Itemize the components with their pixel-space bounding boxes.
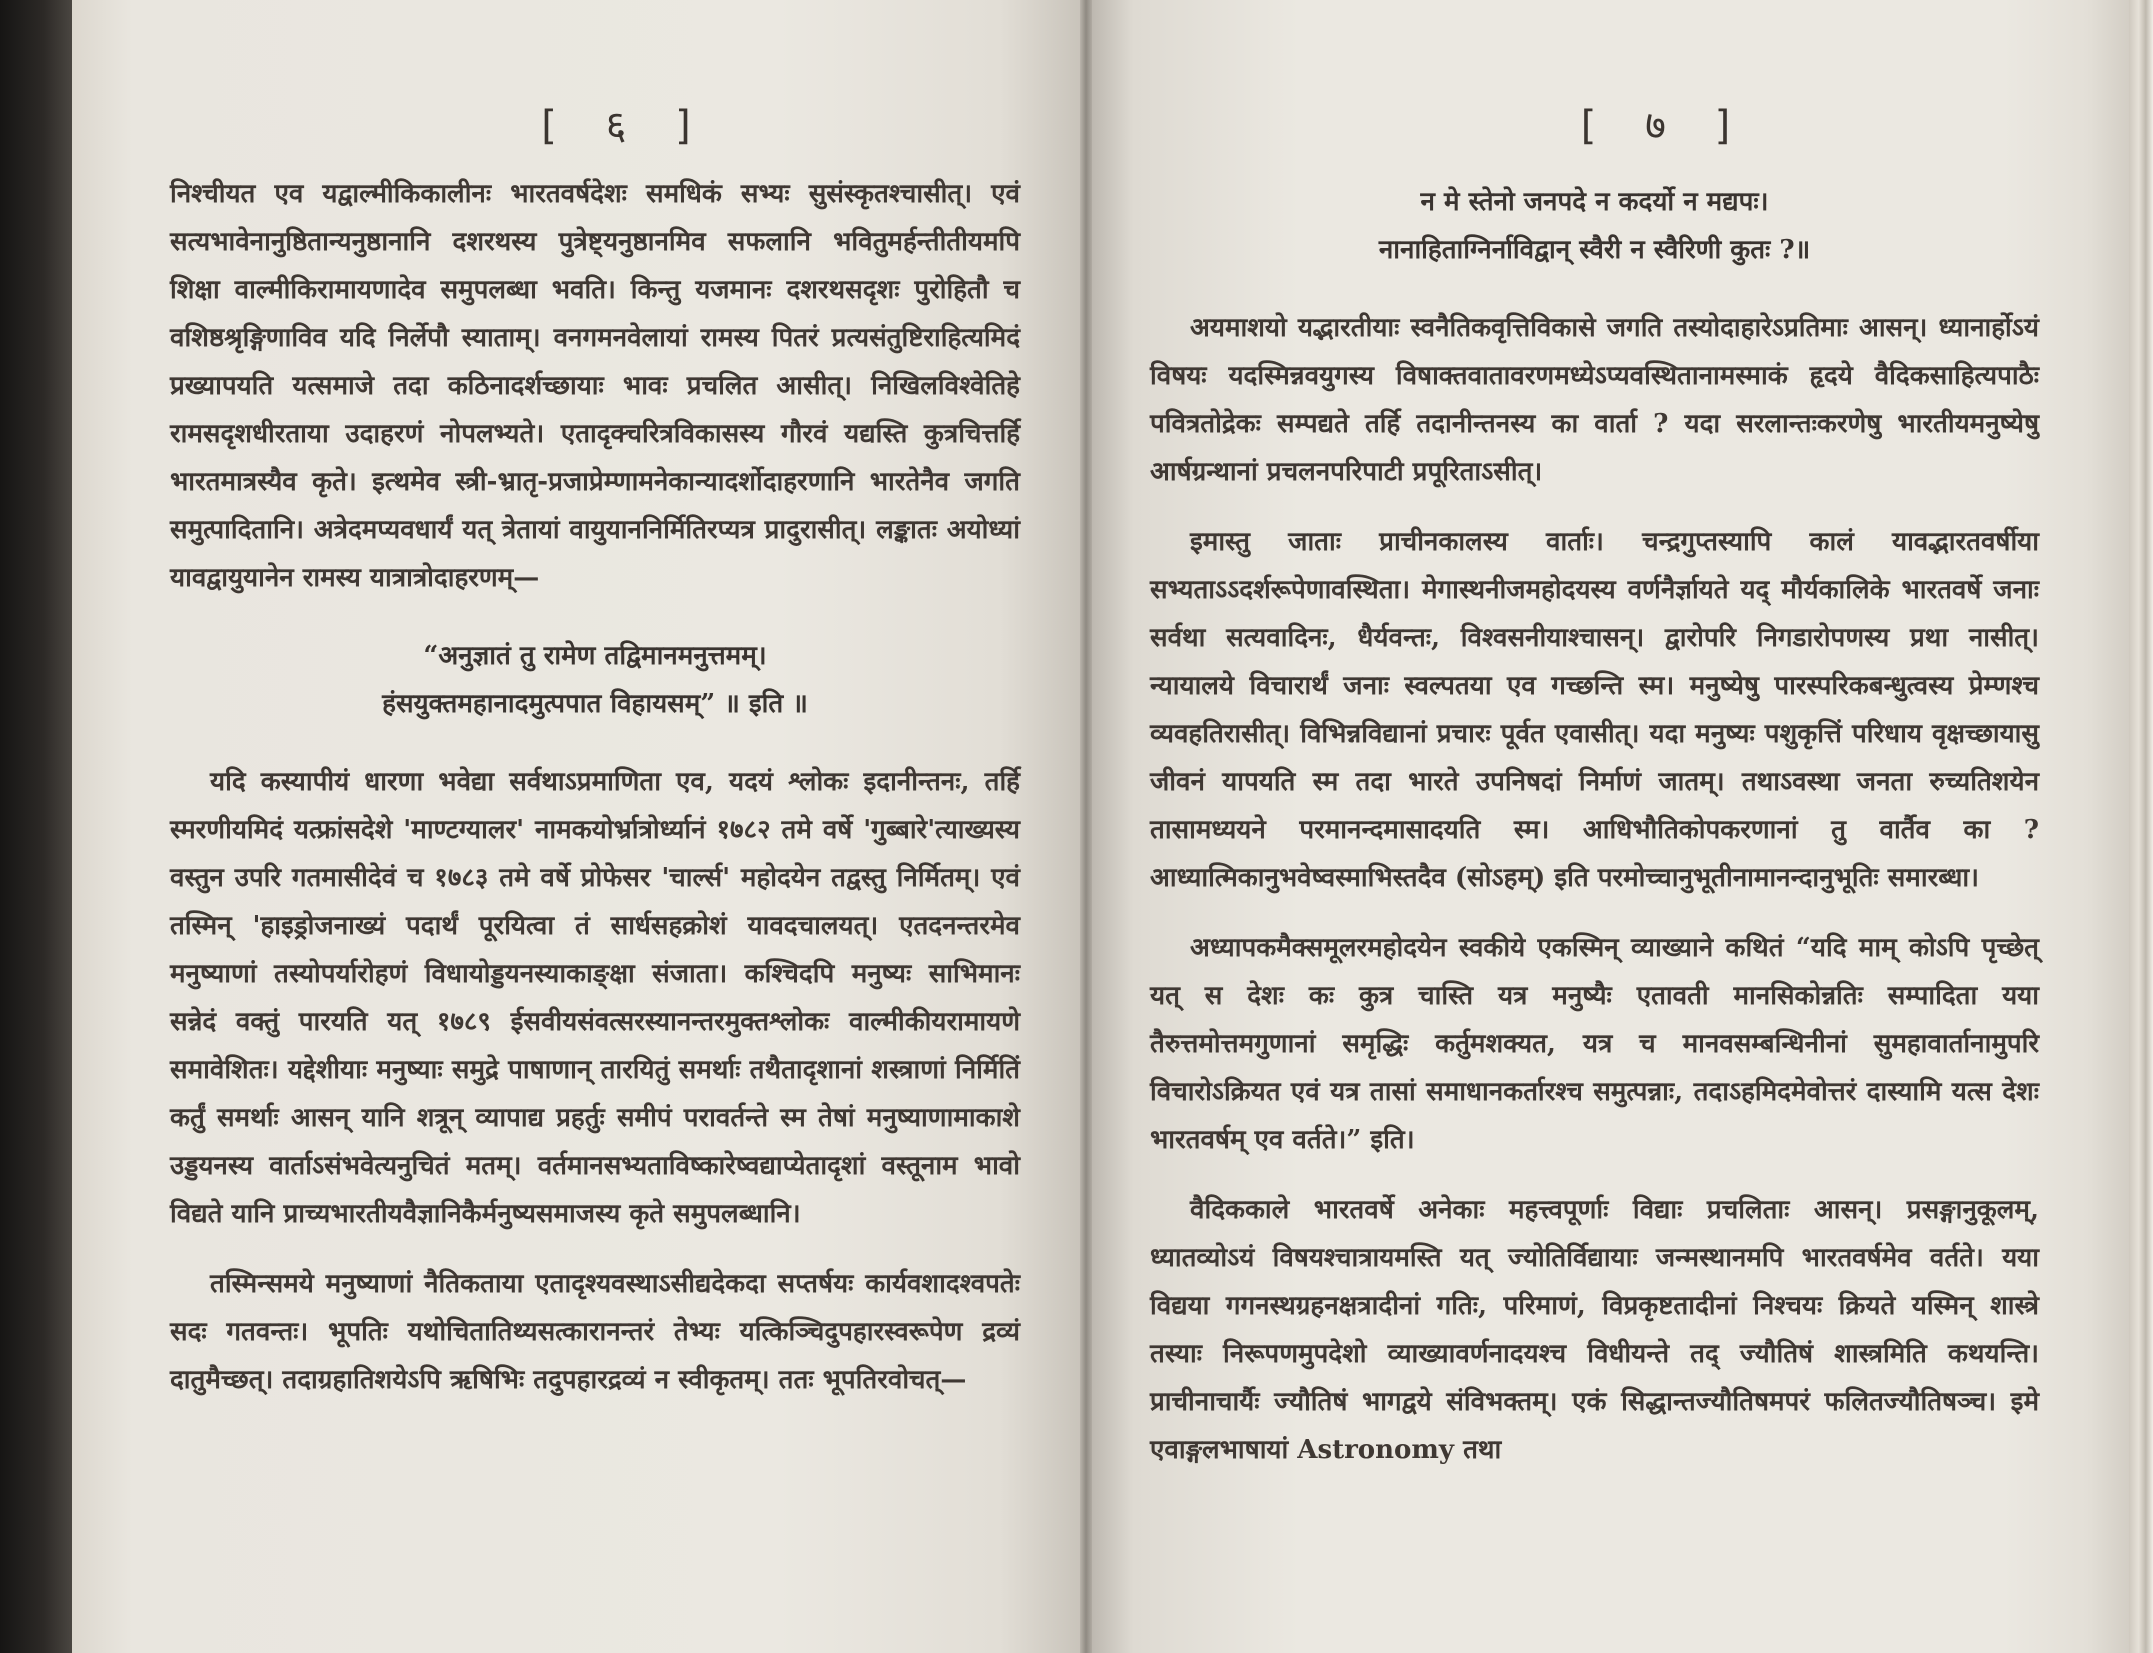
right-paragraph-2: इमास्तु जाताः प्राचीनकालस्य वार्ताः। चन्द्रगुप्तस्यापि कालं यावद्भारतवर्षीया सभ्यताऽऽदर्शरूपेणावस्थिता। मेगास्थनीजमहोदयस्य वर्णनैर्ज्ञायते यद् मौर्यकालिके भारतवर्षे जनाः सर्वथा सत्यवादिनः, धैर्यवन्तः, विश्वसनीयाश्चासन्। द्वारोपरि निगडारोपणस्य प्रथा नासीत्। न्यायालये विचारार्थं जनाः स्वल्पतया एव गच्छन्ति स्म। मनुष्येषु पारस्परिकबन्धुत्वस्य प्रेम्णश्च व्यवहतिरासीत्। विभिन्नविद्यानां प्रचारः पूर्वत एवासीत्। यदा मनुष्यः पशुकृत्तिं परिधाय वृक्षच्छायासु जीवनं यापयति स्म तदा भारते उपनिषदां निर्माणं जातम्। तथाऽवस्था जनता रुच्यतिशयेन तासामध्ययने परमानन्दमासादयति स्म। आधिभौतिकोपकरणानां तु वार्तैव का ? आध्यात्मिकानुभवेष्वस्माभिस्तदैव (सोऽहम्) इति परमोच्चानुभूतीनामानन्दानुभूतिः समारब्धा।: [1150, 527, 2039, 893]
left-paragraph-3: तस्मिन्समये मनुष्याणां नैतिकताया एतादृश्यवस्थाऽसीद्यदेकदा सप्तर्षयः कार्यवशादश्वपतेः सदः गतवन्तः। भूपतिः यथोचितातिथ्यसत्कारानन्तरं तेभ्यः यत्किञ्चिदुपहारस्वरूपेण द्रव्यं दातुमैच्छत्। तदाग्रहातिशयेऽपि ऋषिभिः तदुपहारद्रव्यं न स्वीकृतम्। ततः भूपतिरवोचत्—: [170, 1269, 1020, 1395]
right-paragraph-4: वैदिककाले भारतवर्षे अनेकाः महत्त्वपूर्णाः विद्याः प्रचलिताः आसन्। प्रसङ्गानुकूलम्, ध्यातव्योऽयं विषयश्चात्रायमस्ति यत् ज्योतिर्विद्यायाः जन्मस्थानमपि भारतवर्षमेव वर्तते। यया विद्यया गगनस्थग्रहनक्षत्रादीनां गतिः, परिमाणं, विप्रकृष्टतादीनां निश्चयः क्रियते यस्मिन् शास्त्रे तस्याः निरूपणमुपदेशो व्याख्यावर्णनादयश्च विधीयन्ते तद् ज्यौतिषं शास्त्रमिति कथयन्ति। प्राचीनाचार्यैः ज्यौतिषं भागद्वये संविभक्तम्। एकं सिद्धान्तज्यौतिषमपरं फलितज्यौतिषञ्च। इमे एवाङ्गलभाषायां Astronomy तथा: [1150, 1195, 2039, 1465]
left-paragraph-2: यदि कस्यापीयं धारणा भवेद्या सर्वथाऽप्रमाणिता एव, यदयं श्लोकः इदानीन्तनः, तर्हि स्मरणीयमिदं यत्फ्रांसदेशे 'माण्टग्यालर' नामकयोर्भ्रात्रोर्ध्यानं १७८२ तमे वर्षे 'गुब्बारे'त्याख्यस्य वस्तुन उपरि गतमासीदेवं च १७८३ तमे वर्षे प्रोफेसर 'चार्ल्स' महोदयेन तद्वस्तु निर्मितम्। एवं तस्मिन् 'हाइड्रोजनाख्यं पदार्थं पूरयित्वा तं सार्धसहक्रोशं यावदचालयत्। एतदनन्तरमेव मनुष्याणां तस्योपर्यारोहणं विधायोड्डयनस्याकाङ्क्षा संजाता। कश्चिदपि मनुष्यः साभिमानः सन्नेदं वक्तुं पारयति यत् १७८९ ईसवीयसंवत्सरस्यानन्तरमुक्तश्लोकः वाल्मीकीयरामायणे समावेशितः। यद्देशीयाः मनुष्याः समुद्रे पाषाणान् तारयितुं समर्थाः तथैतादृशानां शस्त्राणां निर्मितिं कर्तुं समर्थाः आसन् यानि शत्रून् व्यापाद्य प्रहर्तुः समीपं परावर्तन्ते स्म तेषां मनुष्याणामाकाशे उड्डयनस्य वार्ताऽसंभवेत्यनुचितं मतम्। वर्तमानसभ्यताविष्कारेष्वद्याप्येतादृशां वस्तूनाम भावो विद्यते यानि प्राच्यभारतीयवैज्ञानिकैर्मनुष्यसमाजस्य कृते समुपलब्धानि।: [170, 767, 1020, 1229]
right-verse-line-2: नानाहिताग्निर्नाविद्वान् स्वैरी न स्वैरिणी कुतः ?॥: [1378, 235, 1811, 265]
left-paragraph-1: निश्चीयत एव यद्वाल्मीकिकालीनः भारतवर्षदेशः समधिकं सभ्यः सुसंस्कृतश्चासीत्। एवं सत्यभावेनानुष्ठितान्यनुष्ठानानि दशरथस्य पुत्रेष्ट्यनुष्ठानमिव सफलानि भवितुमर्हन्तीतीयमपि शिक्षा वाल्मीकिरामायणादेव समुपलब्धा भवति। किन्तु यजमानः दशरथसदृशः पुरोहितौ च वशिष्ठश्रृङ्गिणाविव यदि निर्लेपौ स्याताम्। वनगमनवेलायां रामस्य पितरं प्रत्यसंतुष्टिराहित्यमिदं प्रख्यापयति यत्समाजे तदा कठिनादर्शच्छायाः भावः प्रचलित आसीत्। निखिलविश्वेतिहे रामसदृशधीरताया उदाहरणं नोपलभ्यते। एतादृक्चरित्रविकासस्य गौरवं यद्यस्ति कुत्रचित्तर्हि भारतमात्रस्यैव कृते। इत्थमेव स्त्री-भ्रातृ-प्रजाप्रेम्णामनेकान्यादर्शोदाहरणानि भारतेनैव जगति समुत्पादितानि। अत्रेदमप्यवधार्यं यत् त्रेतायां वायुयाननिर्मितिरप्यत्र प्रादुरासीत्। लङ्कातः अयोध्यां यावद्वायुयानेन रामस्य यात्रात्रोदाहरणम्—: [170, 179, 1020, 593]
right-paragraph-1: अयमाशयो यद्भारतीयाः स्वनैतिकवृत्तिविकासे जगति तस्योदाहारेऽप्रतिमाः आसन्। ध्यानार्होऽयं विषयः यदस्मिन्नवयुगस्य विषाक्तवातावरणमध्येऽप्यवस्थितानामस्माकं हृदये वैदिकसाहित्यपाठैः पवित्रतोद्रेकः सम्पद्यते तर्हि तदानीन्तनस्य का वार्ता ? यदा सरलान्तःकरणेषु भारतीयमनुष्येषु आर्षग्रन्थानां प्रचलनपरिपाटी प्रपूरिताऽसीत्।: [1150, 313, 2039, 487]
right-paragraph-3: अध्यापकमैक्समूलरमहोदयेन स्वकीये एकस्मिन् व्याख्याने कथितं “यदि माम् कोऽपि पृच्छेत् यत् स देशः कः कुत्र चास्ति यत्र मनुष्यैः एतावती मानसिकोन्नतिः सम्पादिता यया तैरुत्तमोत्तमगुणानां समृद्धिः कर्तुमशक्यत, यत्र च मानवसम्बन्धिनीनां सुमहावार्तानामुपरि विचारोऽक्रियत एवं यत्र तासां समाधानकर्तारश्च समुत्पन्नाः, तदाऽहमिदमेवोत्तरं दास्यामि यत्स देशः भारतवर्षम् एव वर्तते।” इति।: [1150, 933, 2039, 1155]
right-verse-line-1: न मे स्तेनो जनपदे न कदर्यो न मद्यपः।: [1420, 187, 1769, 217]
book-gutter: [1080, 0, 1092, 1653]
scan-edge-left: [0, 0, 72, 1653]
left-verse-line-2: हंसयुक्तमहानादमुत्पपात विहायसम्” ॥ इति ॥: [382, 689, 808, 719]
scan-edge-right: [2129, 0, 2153, 1653]
right-page-number: [ ७ ]: [1580, 103, 1749, 149]
left-page: [72, 0, 1080, 1653]
right-verse: [1150, 178, 2039, 274]
left-verse: [170, 632, 1020, 728]
left-page-number: [ ६ ]: [541, 103, 709, 149]
right-page: [1092, 0, 2129, 1653]
left-verse-line-1: “अनुज्ञातं तु रामेण तद्विमानमनुत्तमम्।: [423, 641, 767, 671]
